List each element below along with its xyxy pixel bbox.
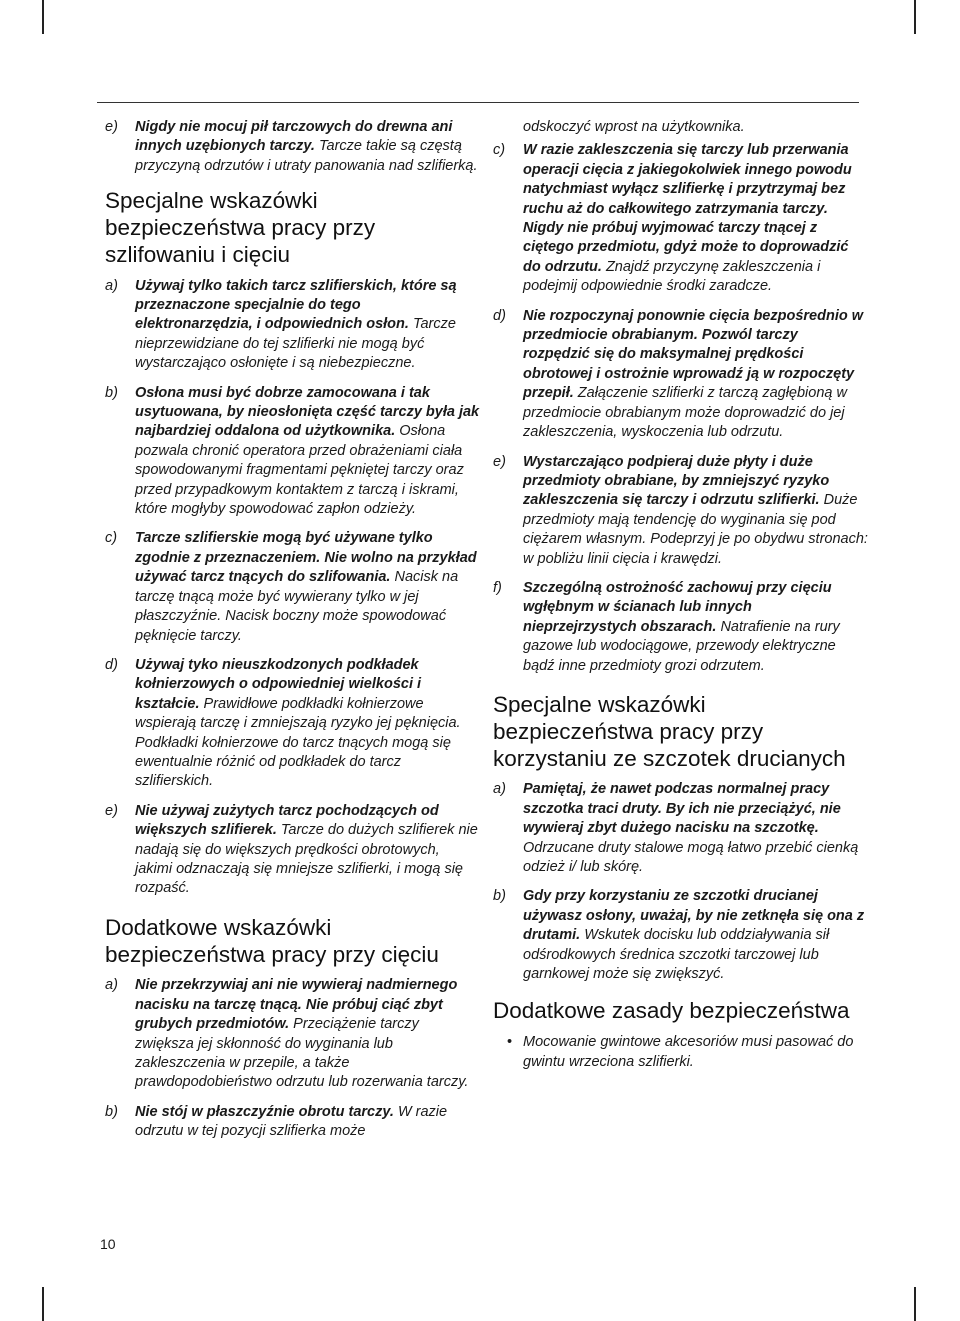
item-bold-text: Nigdy nie mocuj pił tarczowych do drewna ani innych uzębionych tarczy. [135,119,453,155]
item-bold-text: Nie rozpoczynaj ponownie cięcia bezpośrednio w przedmiocie obrabianym. Pozwól tarczy rozpędzić się do maksymalnej prędkości obrotowej i ostrożnie wprowadź ją w rozpoczęty przepił. [523,307,864,402]
item-bold-text: Używaj tylko takich tarcz szlifierskich, które są przeznaczone specjalnie do tego elektronarzędzia, i odpowiednich osłon. [135,277,457,333]
item-normal-text: Znajdź przyczynę zakleszczenia i podejmij odpowiednie środki zaradcze. [523,258,821,295]
list-item [105,1103,480,1142]
item-bold-text: W razie zakleszczenia się tarczy lub przerwania operacji cięcia z jakiegokolwiek innego powodu natychmiast wyłącz szlifierkę i przytrzymaj bez ruchu aż do całkowitego zatrzymania tarczy. Nigdy nie próbuj wyjmować tarczy tnącej z ciętego przedmiotu, gdyż może to doprowadzić do odrzutu. [523,142,852,275]
item-normal-text: Tarcze nieprzewidziane do tej szlifierki nie mogą być wystarczająco osłonięte i są niebezpieczne. [135,316,456,372]
item-bold-text: Nie używaj zużytych tarcz pochodzących od większych szlifierek. [135,802,439,839]
list-item [493,307,868,443]
list-item [105,118,480,176]
item-label: c) [493,142,506,159]
item-bold-text: Tarcze szlifierskie mogą być używane tylko zgodnie z przeznaczeniem. Nie wolno na przykład używać tarcz tnących do szlifowania. [135,530,477,586]
item-normal-text: Tarcze takie są częstą przyczyną odrzutów i utraty panowania nad szlifierką. [135,138,478,174]
item-bold-text: Nie stój w płaszczyźnie obrotu tarczy. [135,1103,394,1120]
crop-mark [42,0,44,34]
list-item [493,141,868,296]
item-label: b) [493,888,506,905]
item-bold-text: Szczególną ostrożność zachowuj przy cięciu wgłębnym w ścianach lub innych nieprzejrzystych obszarach. [523,579,832,635]
crop-mark [914,1287,916,1321]
item-label: d) [105,656,118,673]
item-label: a) [493,781,506,798]
item-label: a) [105,977,118,994]
right-items-2 [493,780,868,984]
item-normal-text: Duże przedmioty mają tendencję do wyginania się pod ciężarem własnym. Podeprzyj je po obydwu stronach: w pobliżu linii cięcia i krawędzi. [523,492,868,567]
crop-mark [42,1287,44,1321]
item-bold-text: Pamiętaj, że nawet podczas normalnej pracy szczotka traci druty. By ich nie przeciążyć, nie wywieraj zbyt dużego nacisku na szczotkę. [523,781,841,837]
item-label: f) [493,579,502,596]
item-normal-text: Załączenie szlifierki z tarczą zagłębioną w przedmiocie obrabianym może doprowadzić do jej zakleszczenia, wyskoczenia lub odrzutu. [523,385,847,441]
list-item [105,384,480,520]
item-normal-text: Natrafienie na rury gazowe lub wodociągowe, przewody elektryczne bądź inne przedmioty grozi odrzutem. [523,618,840,674]
list-item [493,579,868,676]
list-item [493,453,868,569]
section-heading: Dodatkowe zasady bezpieczeństwa [493,998,850,1024]
right-column [493,118,868,1072]
right-items-1 [493,141,868,676]
item-normal-text: Prawidłowe podkładki kołnierzowe wspierają tarczę i zmniejszają ryzyko jej pęknięcia. Podkładki kołnierzowe do tarcz tnących mogą się ewentualnie różnić od podkładek do tarcz szlifierskich. [135,695,461,790]
item-bold-text: Gdy przy korzystaniu ze szczotki drucianej używasz osłony, uważaj, by nie zetknęła się ona z drutami. [523,888,865,944]
item-label: d) [493,307,506,324]
item-normal-text: Tarcze do dużych szlifierek nie nadają się do większych prędkości obrotowych, jakimi odznaczają się mniejsze szlifierki, i mogą się rozpaść. [135,822,478,897]
list-item [105,656,480,792]
list-item [105,976,480,1092]
list-item [493,887,868,984]
item-normal-text: Odrzucane druty stalowe mogą łatwo przebić cienką odzież i/ lub skórę. [523,839,859,875]
list-item [105,529,480,645]
item-label: a) [105,277,118,294]
left-items-1 [105,277,480,899]
section-heading: Specjalne wskazówki bezpieczeństwa pracy przy korzystaniu ze szczotek drucianych [493,691,846,771]
item-label: e) [105,802,118,819]
list-item [105,802,480,899]
list-item [493,780,868,877]
left-items-2 [105,976,480,1141]
item-label: b) [105,1103,118,1120]
list-item [105,277,480,374]
section-heading: Dodatkowe wskazówki bezpieczeństwa pracy przy cięciu [105,914,439,967]
section-heading: Specjalne wskazówki bezpieczeństwa pracy przy szlifowaniu i cięciu [105,188,376,267]
item-bold-text: Wystarczająco podpieraj duże płyty i duże przedmioty obrabiane, by zmniejszyć ryzyko zakleszczenia się tarczy i odrzutu szlifierki. [523,453,830,509]
left-column [105,118,480,1152]
left-items-top [105,118,480,176]
item-normal-text: Osłona pozwala chronić operatora przed obrażeniami ciała spowodowanymi fragmentami pękniętej tarczy oraz przed przypadkowym kontaktem z tarczą i iskrami, które mogłyby spowodować zapłon odzieży. [135,423,464,518]
bullet-dot: • [507,1034,513,1051]
page-number: 10 [100,1236,116,1252]
bullet-item [493,1033,868,1072]
item-label: c) [105,530,118,547]
item-normal-text: Nacisk na tarczę tnącą może być wywierany tylko w jej płaszczyźnie. Nacisk boczny może spowodować pęknięcie tarczy. [135,569,459,644]
item-label: e) [493,453,506,470]
item-bold-text: Używaj tyko nieuszkodzonych podkładek kołnierzowych o odpowiedniej wielkości i kształcie. [135,656,422,712]
item-normal-text: Przeciążenie tarczy zwiększa jej skłonność do wyginania lub zakleszczenia w przepile, a także prawdopodobieństwo odrzutu lub rozerwania tarczy. [135,1016,469,1091]
bullet-text: Mocowanie gwintowe akcesoriów musi pasować do gwintu wrzeciona szlifierki. [523,1034,854,1070]
crop-mark [914,0,916,34]
header-rule [97,102,859,103]
item-bold-text: Nie przekrzywiaj ani nie wywieraj nadmiernego nacisku na tarczę tnącą. Nie próbuj ciąć zbyt grubych przedmiotów. [135,977,458,1033]
item-label: e) [105,119,118,135]
item-label: b) [105,384,118,401]
item-normal-text: W razie odrzutu w tej pozycji szlifierka może [135,1103,448,1140]
continuation-text: odskoczyć wprost na użytkownika. [523,119,745,135]
item-bold-text: Osłona musi być dobrze zamocowana i tak usytuowana, by nieosłonięta część tarczy była jak najbardziej oddalona od użytkownika. [135,384,480,440]
item-normal-text: Wskutek docisku lub oddziaływania sił odśrodkowych średnica szczotki tarczowej lub garnkowej może się zwiększyć. [523,927,830,983]
